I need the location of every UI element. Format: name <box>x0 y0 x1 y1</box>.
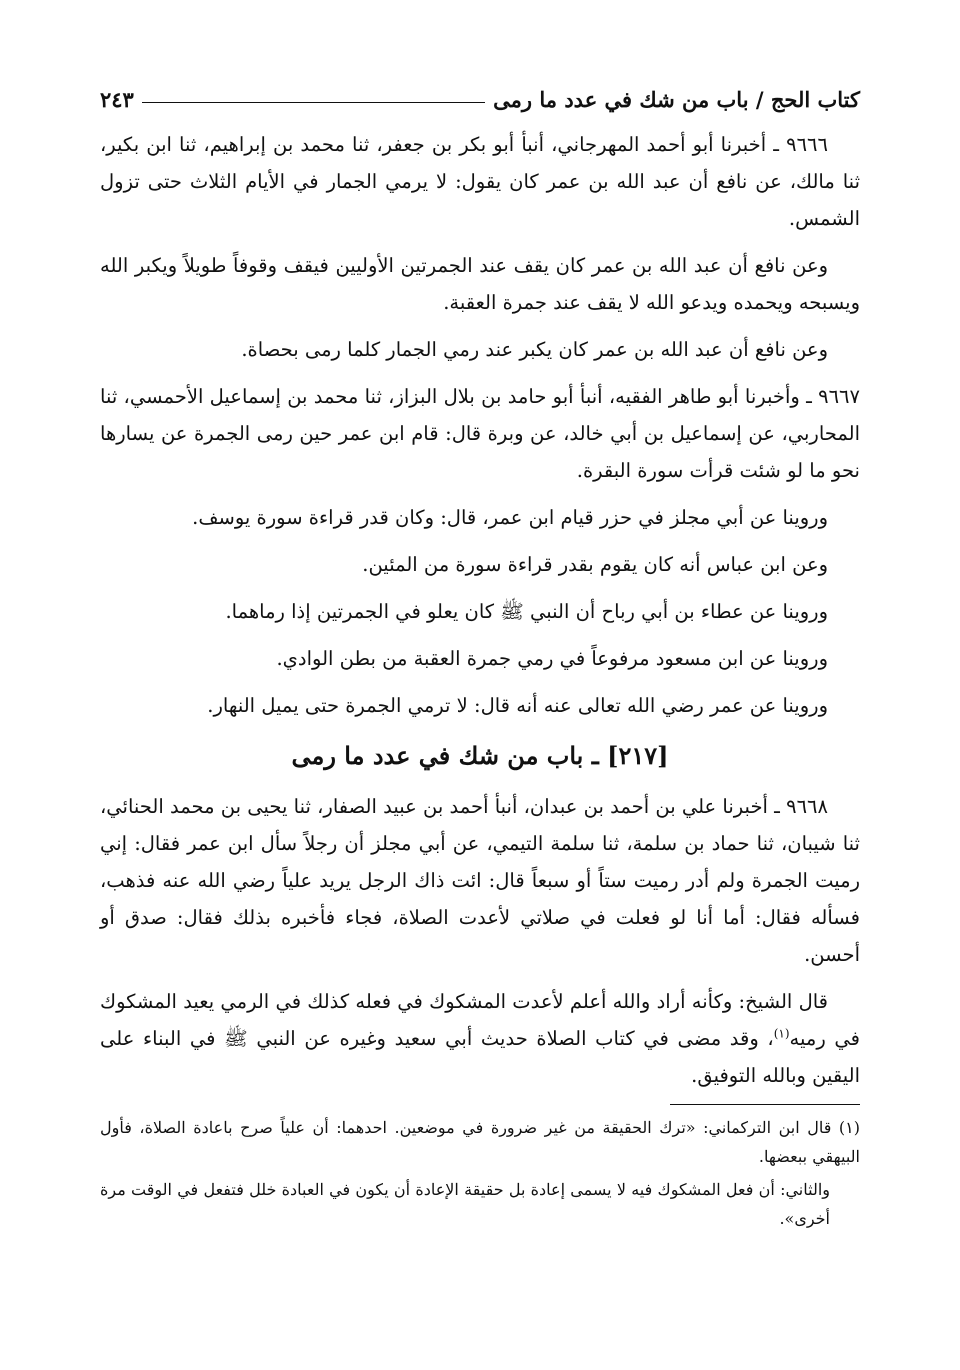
sheikh-text-after: ، وقد مضى في كتاب الصلاة حديث أبي سعيد وغيره عن النبي ﷺ في البناء على اليقين وبالله التوفيق. <box>100 1027 860 1087</box>
paragraph-abu-mijlaz: وروينا عن أبي مجلز في حزر قيام ابن عمر، قال: وكان قدر قراءة سورة يوسف. <box>192 506 828 529</box>
book-page <box>100 72 860 1237</box>
hadith-9667: ٩٦٦٧ ـ وأخبرنا أبو طاهر الفقيه، أنبأ أبو حامد بن بلال البزاز، ثنا محمد بن إسماعيل الأحمسي، ثنا المحاربي، عن إسماعيل بن أبي خالد، عن وبرة قال: قام ابن عمر حين رمى الجمرة عن يسارها نحو ما لو شئت قرأت سورة البقرة. <box>100 385 860 482</box>
paragraph-nafi-standing: وعن نافع أن عبد الله بن عمر كان يقف عند الجمرتين الأوليين فيقف وقوفاً طويلاً ويكبر الله ويسبحه ويحمده ويدعو الله لا يقف عند جمرة العقبة. <box>100 254 860 314</box>
chapter-heading: [٢١٧] ـ باب من شك في عدد ما رمى <box>291 741 669 770</box>
hadith-9668: ٩٦٦٨ ـ أخبرنا علي بن أحمد بن عبدان، أنبأ أحمد بن عبيد الصفار، ثنا يحيى بن محمد الحنائي، ثنا شيبان، ثنا حماد بن سلمة، ثنا سلمة التيمي، عن أبي مجلز أن رجلاً سأل ابن عمر فقال: إني رميت الجمرة ولم أدر رميت ستاً أو سبعاً قال: ائت ذاك الرجل يريد علياً رضي الله عنه فذهب، فسأله فقال: أما أنا لو فعلت في صلاتي لأعدت الصلاة، فجاء فأخبره بذلك فقال: صدق أو أحسن. <box>100 795 860 966</box>
paragraph-ibn-abbas: وعن ابن عباس أنه كان يقوم بقدر قراءة سورة من المئين. <box>362 553 828 576</box>
footnote-reference: (١) <box>773 1026 790 1041</box>
paragraph-sheikh <box>100 983 860 1094</box>
footnotes <box>100 1113 860 1233</box>
sheikh-text-before: قال الشيخ: وكأنه أراد والله أعلم لأعدت المشكوك في فعله كذلك في الرمي يعيد المشكوك في رميه <box>100 990 860 1050</box>
page-number: ٢٤٣ <box>100 87 134 112</box>
paragraph-ibn-masud: وروينا عن ابن مسعود مرفوعاً في رمي جمرة العقبة من بطن الوادي. <box>276 647 828 670</box>
header-rule <box>142 102 485 103</box>
hadith-9666: ٩٦٦٦ ـ أخبرنا أبو أحمد المهرجاني، أنبأ أبو بكر بن جعفر، ثنا محمد بن إبراهيم، ثنا ابن بكير، ثنا مالك، عن نافع أن عبد الله بن عمر كان يقول: لا يرمي الجمار في الأيام الثلاث حتى تزول الشمس. <box>100 133 860 230</box>
paragraph-ata: وروينا عن عطاء بن أبي رباح أن النبي ﷺ كان يعلو في الجمرتين إذا رماهما. <box>225 600 828 623</box>
running-header <box>100 72 860 112</box>
paragraph-umar: وروينا عن عمر رضي الله تعالى عنه أنه قال: لا ترمي الجمرة حتى يميل النهار. <box>207 694 828 717</box>
footnote-1: (١) قال ابن التركماني: «ترك الحقيقة من غير ضرورة في موضعين. احدهما: أن علياً صرح باعادة الصلاة، فأول البيهقي ببعضها. <box>100 1118 860 1166</box>
main-text <box>100 126 860 1094</box>
footnote-1-continued: والثاني: أن فعل المشكوك فيه لا يسمى إعادة بل حقيقة الإعادة أن يكون في العبادة خلل فتفعل في الوقت مرة أخرى». <box>100 1180 830 1228</box>
paragraph-nafi-takbir: وعن نافع أن عبد الله بن عمر كان يكبر عند رمي الجمار كلما رمى بحصاة. <box>241 338 828 361</box>
footnote-separator <box>670 1104 860 1105</box>
header-title: كتاب الحج / باب من شك في عدد ما رمى <box>493 87 860 112</box>
